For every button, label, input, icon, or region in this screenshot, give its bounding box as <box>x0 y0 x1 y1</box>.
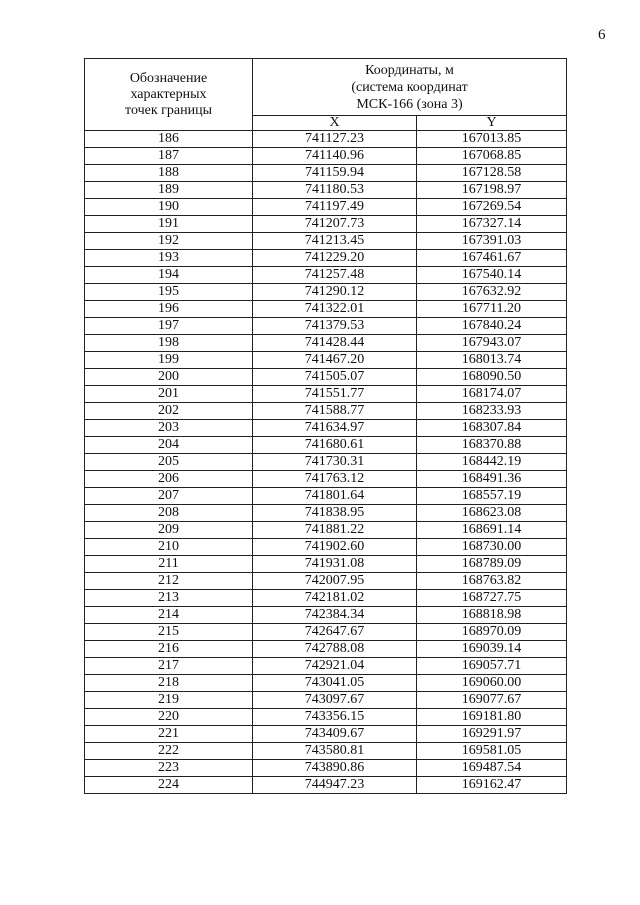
cell-y: 168763.82 <box>417 573 567 590</box>
table-row <box>85 488 567 505</box>
cell-x: 741379.53 <box>253 318 417 335</box>
table-row <box>85 267 567 284</box>
cell-y: 169581.05 <box>417 743 567 760</box>
table-row <box>85 658 567 675</box>
cell-point: 188 <box>85 165 253 182</box>
cell-y: 168370.88 <box>417 437 567 454</box>
cell-y: 168970.09 <box>417 624 567 641</box>
table-body <box>85 131 567 794</box>
cell-point: 209 <box>85 522 253 539</box>
cell-y: 167943.07 <box>417 335 567 352</box>
cell-point: 214 <box>85 607 253 624</box>
cell-y: 167269.54 <box>417 199 567 216</box>
cell-y: 167198.97 <box>417 182 567 199</box>
header-x: X <box>253 116 417 131</box>
cell-point: 217 <box>85 658 253 675</box>
cell-point: 191 <box>85 216 253 233</box>
table-row <box>85 556 567 573</box>
table-row <box>85 760 567 777</box>
cell-y: 167128.58 <box>417 165 567 182</box>
cell-y: 168233.93 <box>417 403 567 420</box>
table-row <box>85 454 567 471</box>
cell-point: 192 <box>85 233 253 250</box>
cell-x: 743890.86 <box>253 760 417 777</box>
cell-x: 743580.81 <box>253 743 417 760</box>
cell-point: 222 <box>85 743 253 760</box>
header-designation-line: характерных <box>130 86 207 102</box>
cell-point: 199 <box>85 352 253 369</box>
table-row <box>85 250 567 267</box>
cell-x: 741680.61 <box>253 437 417 454</box>
cell-x: 743356.15 <box>253 709 417 726</box>
cell-x: 741730.31 <box>253 454 417 471</box>
cell-y: 169077.67 <box>417 692 567 709</box>
cell-point: 190 <box>85 199 253 216</box>
table-row <box>85 352 567 369</box>
table-row <box>85 301 567 318</box>
cell-point: 216 <box>85 641 253 658</box>
cell-x: 741838.95 <box>253 505 417 522</box>
cell-x: 741467.20 <box>253 352 417 369</box>
cell-point: 194 <box>85 267 253 284</box>
cell-y: 169060.00 <box>417 675 567 692</box>
cell-y: 168730.00 <box>417 539 567 556</box>
cell-x: 742647.67 <box>253 624 417 641</box>
table-row <box>85 165 567 182</box>
cell-x: 741159.94 <box>253 165 417 182</box>
cell-x: 741634.97 <box>253 420 417 437</box>
table-row <box>85 505 567 522</box>
cell-y: 167461.67 <box>417 250 567 267</box>
cell-x: 741290.12 <box>253 284 417 301</box>
table-row <box>85 675 567 692</box>
cell-y: 169487.54 <box>417 760 567 777</box>
cell-point: 211 <box>85 556 253 573</box>
cell-x: 741801.64 <box>253 488 417 505</box>
table-row <box>85 182 567 199</box>
cell-x: 743097.67 <box>253 692 417 709</box>
cell-y: 168818.98 <box>417 607 567 624</box>
cell-y: 169181.80 <box>417 709 567 726</box>
header-y: Y <box>417 116 567 131</box>
cell-y: 167013.85 <box>417 131 567 148</box>
table-row <box>85 590 567 607</box>
cell-point: 186 <box>85 131 253 148</box>
cell-point: 212 <box>85 573 253 590</box>
table-row <box>85 284 567 301</box>
cell-y: 167327.14 <box>417 216 567 233</box>
cell-x: 741505.07 <box>253 369 417 386</box>
cell-x: 741588.77 <box>253 403 417 420</box>
table-row <box>85 692 567 709</box>
table-row <box>85 777 567 794</box>
cell-y: 168727.75 <box>417 590 567 607</box>
cell-point: 187 <box>85 148 253 165</box>
table-row <box>85 726 567 743</box>
table-row <box>85 233 567 250</box>
cell-x: 741197.49 <box>253 199 417 216</box>
cell-x: 741127.23 <box>253 131 417 148</box>
cell-y: 168491.36 <box>417 471 567 488</box>
cell-y: 168557.19 <box>417 488 567 505</box>
table-row <box>85 437 567 454</box>
cell-point: 197 <box>85 318 253 335</box>
cell-point: 215 <box>85 624 253 641</box>
cell-point: 193 <box>85 250 253 267</box>
cell-x: 741140.96 <box>253 148 417 165</box>
cell-x: 742921.04 <box>253 658 417 675</box>
table-row <box>85 386 567 403</box>
cell-x: 742007.95 <box>253 573 417 590</box>
cell-y: 169057.71 <box>417 658 567 675</box>
table-row <box>85 539 567 556</box>
cell-point: 224 <box>85 777 253 794</box>
cell-y: 168013.74 <box>417 352 567 369</box>
cell-point: 189 <box>85 182 253 199</box>
cell-point: 195 <box>85 284 253 301</box>
cell-point: 219 <box>85 692 253 709</box>
cell-x: 741763.12 <box>253 471 417 488</box>
cell-x: 741257.48 <box>253 267 417 284</box>
cell-point: 210 <box>85 539 253 556</box>
table-row <box>85 148 567 165</box>
table-row <box>85 607 567 624</box>
cell-point: 200 <box>85 369 253 386</box>
cell-point: 202 <box>85 403 253 420</box>
cell-y: 167711.20 <box>417 301 567 318</box>
cell-x: 741551.77 <box>253 386 417 403</box>
header-point-designation <box>85 59 253 131</box>
table-row <box>85 403 567 420</box>
cell-y: 169162.47 <box>417 777 567 794</box>
cell-x: 741229.20 <box>253 250 417 267</box>
cell-y: 169291.97 <box>417 726 567 743</box>
cell-x: 742788.08 <box>253 641 417 658</box>
cell-x: 742181.02 <box>253 590 417 607</box>
cell-y: 167840.24 <box>417 318 567 335</box>
cell-x: 741931.08 <box>253 556 417 573</box>
table-header-row <box>85 59 567 116</box>
cell-point: 221 <box>85 726 253 743</box>
cell-x: 741322.01 <box>253 301 417 318</box>
cell-point: 223 <box>85 760 253 777</box>
cell-y: 168307.84 <box>417 420 567 437</box>
cell-x: 743041.05 <box>253 675 417 692</box>
header-designation-line: точек границы <box>125 102 212 118</box>
cell-point: 198 <box>85 335 253 352</box>
table-row <box>85 318 567 335</box>
table-row <box>85 471 567 488</box>
table-row <box>85 522 567 539</box>
table-row <box>85 743 567 760</box>
table-row <box>85 216 567 233</box>
table-row <box>85 709 567 726</box>
table-row <box>85 369 567 386</box>
table-row <box>85 641 567 658</box>
cell-y: 168691.14 <box>417 522 567 539</box>
header-coordinates-line: МСК-166 (зона 3) <box>356 96 463 112</box>
cell-point: 206 <box>85 471 253 488</box>
table-row <box>85 420 567 437</box>
cell-x: 741428.44 <box>253 335 417 352</box>
cell-x: 743409.67 <box>253 726 417 743</box>
cell-point: 203 <box>85 420 253 437</box>
cell-y: 168789.09 <box>417 556 567 573</box>
cell-y: 169039.14 <box>417 641 567 658</box>
header-coordinates-line: (система координат <box>351 79 468 95</box>
table-row <box>85 335 567 352</box>
table-row <box>85 624 567 641</box>
cell-point: 205 <box>85 454 253 471</box>
cell-point: 213 <box>85 590 253 607</box>
cell-y: 167068.85 <box>417 148 567 165</box>
cell-x: 741902.60 <box>253 539 417 556</box>
header-designation-line: Обозначение <box>129 70 208 86</box>
cell-point: 196 <box>85 301 253 318</box>
cell-point: 220 <box>85 709 253 726</box>
cell-y: 167632.92 <box>417 284 567 301</box>
cell-x: 741207.73 <box>253 216 417 233</box>
table-row <box>85 573 567 590</box>
header-coordinates <box>253 59 567 116</box>
cell-x: 741213.45 <box>253 233 417 250</box>
cell-x: 741881.22 <box>253 522 417 539</box>
table-row <box>85 131 567 148</box>
cell-x: 742384.34 <box>253 607 417 624</box>
header-coordinates-line: Координаты, м <box>365 62 454 78</box>
cell-point: 207 <box>85 488 253 505</box>
page-number: 6 <box>598 27 606 43</box>
cell-y: 168174.07 <box>417 386 567 403</box>
cell-y: 167540.14 <box>417 267 567 284</box>
cell-y: 168090.50 <box>417 369 567 386</box>
cell-point: 201 <box>85 386 253 403</box>
cell-y: 167391.03 <box>417 233 567 250</box>
cell-y: 168623.08 <box>417 505 567 522</box>
cell-point: 208 <box>85 505 253 522</box>
cell-point: 204 <box>85 437 253 454</box>
cell-y: 168442.19 <box>417 454 567 471</box>
coordinates-table <box>84 58 567 794</box>
cell-point: 218 <box>85 675 253 692</box>
cell-x: 744947.23 <box>253 777 417 794</box>
table-row <box>85 199 567 216</box>
cell-x: 741180.53 <box>253 182 417 199</box>
